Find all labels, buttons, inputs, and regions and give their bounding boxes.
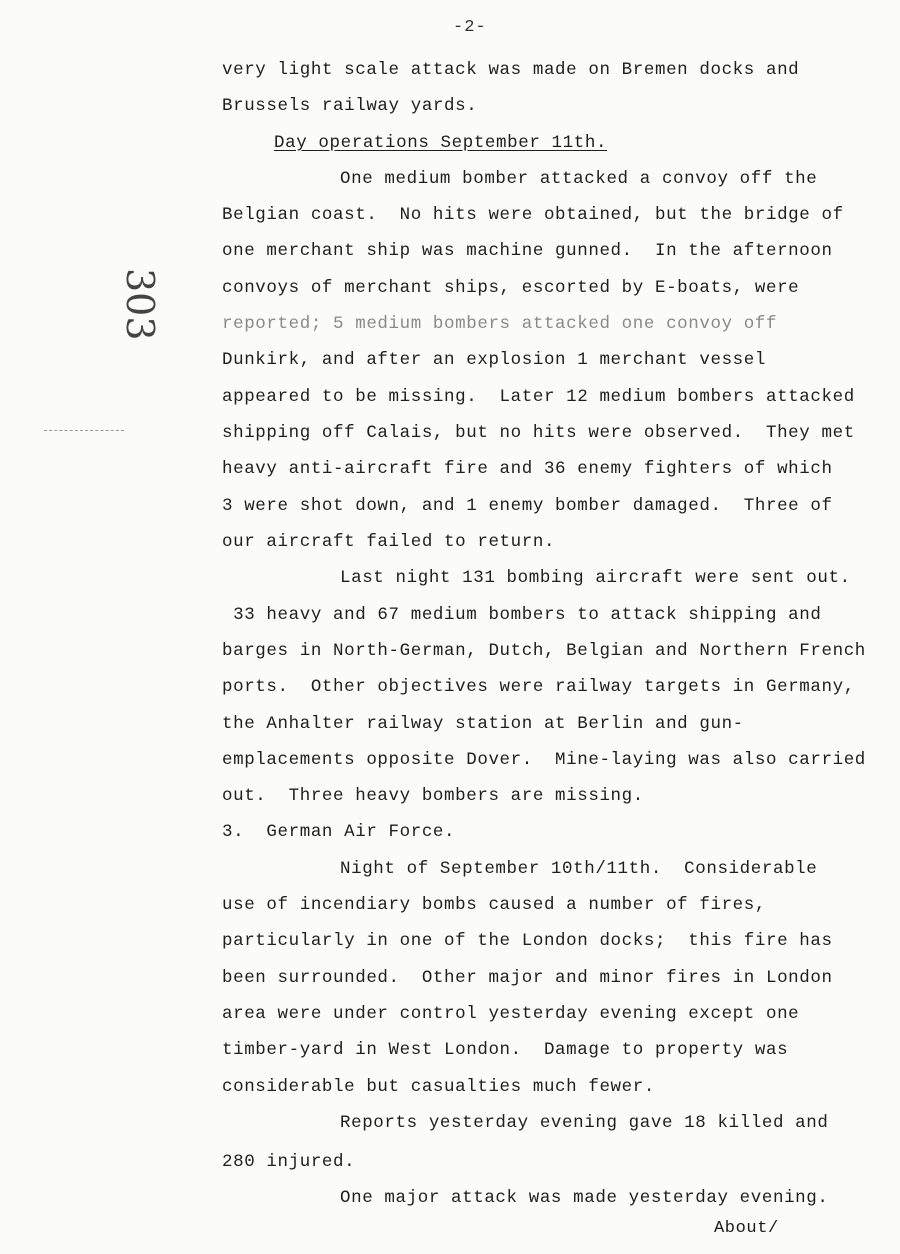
text-line: One medium bomber attacked a convoy off the (340, 169, 818, 189)
text-line: One major attack was made yesterday evening. (340, 1188, 829, 1208)
text-line: shipping off Calais, but no hits were observed. They met (222, 423, 855, 443)
text-line: Brussels railway yards. (222, 96, 478, 116)
text-line: use of incendiary bombs caused a number of fires, (222, 895, 766, 915)
page-number: -2- (453, 18, 487, 37)
text-line: 280 injured. (222, 1152, 356, 1172)
text-line: emplacements opposite Dover. Mine-laying was also carried (222, 750, 866, 770)
text-line: heavy anti-aircraft fire and 36 enemy fighters of which (222, 459, 833, 479)
margin-note-text: 303 (118, 268, 162, 341)
text-line: Night of September 10th/11th. Considerable (340, 859, 818, 879)
text-line: particularly in one of the London docks; this fire has (222, 931, 833, 951)
text-line: been surrounded. Other major and minor fires in London (222, 968, 833, 988)
text-line: timber-yard in West London. Damage to property was (222, 1040, 789, 1060)
text-line: one merchant ship was machine gunned. In the afternoon (222, 241, 833, 261)
text-line: out. Three heavy bombers are missing. (222, 786, 644, 806)
text-line: the Anhalter railway station at Berlin and gun- (222, 714, 744, 734)
text-line: Last night 131 bombing aircraft were sent out. (340, 568, 851, 588)
text-line: 33 heavy and 67 medium bombers to attack shipping and (222, 605, 822, 625)
text-line: ports. Other objectives were railway targets in Germany, (222, 677, 855, 697)
text-line: appeared to be missing. Later 12 medium bombers attacked (222, 387, 855, 407)
text-line: barges in North-German, Dutch, Belgian and Northern French (222, 641, 866, 661)
text-line: Dunkirk, and after an explosion 1 merchant vessel (222, 350, 766, 370)
text-line: Belgian coast. No hits were obtained, but the bridge of (222, 205, 844, 225)
text-line: area were under control yesterday evening except one (222, 1004, 800, 1024)
text-line: convoys of merchant ships, escorted by E-boats, were (222, 278, 800, 298)
document-body (222, 0, 866, 1208)
heading-german-air-force: 3. German Air Force. (222, 822, 456, 842)
text-line: 3 were shot down, and 1 enemy bomber damaged. Three of (222, 496, 833, 516)
text-line: very light scale attack was made on Bremen docks and (222, 60, 800, 80)
margin-note (120, 240, 180, 350)
text-line: Reports yesterday evening gave 18 killed and (340, 1113, 829, 1133)
text-line: our aircraft failed to return. (222, 532, 556, 552)
margin-rule (44, 430, 124, 431)
text-line: considerable but casualties much fewer. (222, 1077, 655, 1097)
catchword: About/ (714, 1219, 779, 1238)
heading-day-operations: Day operations September 11th. (274, 133, 608, 153)
text-line-faint: reported; 5 medium bombers attacked one convoy off (222, 314, 778, 334)
